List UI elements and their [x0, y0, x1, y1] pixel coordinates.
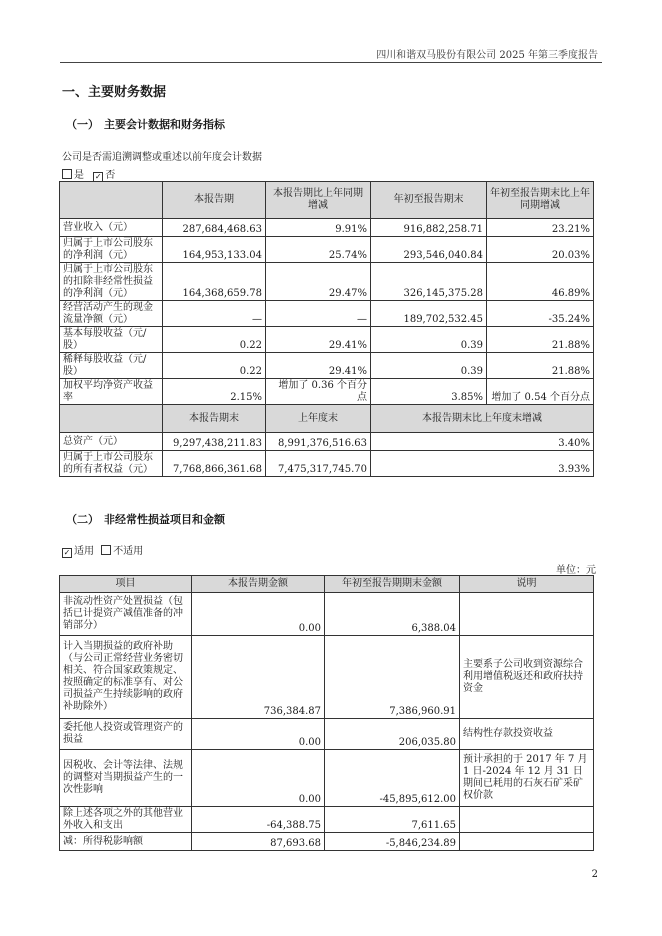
table-cell: —	[266, 301, 371, 327]
column-header: 本报告期末比上年度末增减	[371, 405, 594, 433]
subsection-2-heading	[66, 511, 225, 527]
table-row	[60, 263, 594, 301]
table-cell: 29.41%	[266, 353, 371, 379]
table-row	[60, 379, 594, 405]
table-cell: 8,991,376,516.63	[266, 433, 371, 451]
row-label: 计入当期损益的政府补助（与公司正常经营业务密切相关、符合国家政策规定、按照确定的标准享有、对公司损益产生持续影响的政府补助除外）	[60, 636, 192, 719]
table-cell: 6,388.04	[325, 593, 460, 636]
row-label: 经营活动产生的现金流量净额（元）	[60, 301, 163, 327]
column-header: 本报告期金额	[192, 576, 325, 593]
table-cell: 189,702,532.45	[371, 301, 487, 327]
restatement-question: 公司是否需追溯调整或重述以前年度会计数据	[62, 152, 262, 163]
table-cell: 736,384.87	[192, 636, 325, 719]
restatement-options	[62, 166, 115, 182]
column-header: 年初至报告期期末金额	[325, 576, 460, 593]
table-cell: 7,611.65	[325, 807, 460, 833]
row-label: 基本每股收益（元/股）	[60, 327, 163, 353]
row-label: 稀释每股收益（元/股）	[60, 353, 163, 379]
table-cell: 2.15%	[163, 379, 266, 405]
section-title: 一、主要财务数据	[62, 85, 167, 100]
note-cell	[460, 807, 594, 833]
table-cell: 287,684,468.63	[163, 219, 266, 237]
table-header-row	[60, 182, 594, 219]
column-header	[60, 182, 163, 219]
table-row	[60, 353, 594, 379]
subsection-2-title: 非经常性损益项目和金额	[104, 513, 225, 526]
table-cell: 326,145,375.28	[371, 263, 487, 301]
table-row	[60, 750, 594, 807]
subsection-2-number: （二）	[66, 513, 99, 526]
column-header: 本报告期末	[163, 405, 266, 433]
table-cell: 25.74%	[266, 237, 371, 263]
row-label: 归属于上市公司股东的所有者权益（元）	[60, 451, 163, 477]
table-cell: -5,846,234.89	[325, 833, 460, 851]
table-cell: 916,882,258.71	[371, 219, 487, 237]
page-number: 2	[591, 869, 598, 880]
column-header: 本报告期	[163, 182, 266, 219]
table-cell: 29.47%	[266, 263, 371, 301]
table-cell: 29.41%	[266, 327, 371, 353]
table-row	[60, 237, 594, 263]
column-header: 年初至报告期末比上年同期增减	[487, 182, 594, 219]
table-cell: 0.00	[192, 750, 325, 807]
table-cell: 增加了 0.36 个百分点	[266, 379, 371, 405]
table-cell: 21.88%	[487, 353, 594, 379]
table-cell: 21.88%	[487, 327, 594, 353]
table-cell: 9,297,438,211.83	[163, 433, 266, 451]
row-label: 营业收入（元）	[60, 219, 163, 237]
table-cell: 7,768,866,361.68	[163, 451, 266, 477]
table-cell: 0.22	[163, 327, 266, 353]
column-header: 项目	[60, 576, 192, 593]
table-cell: 0.22	[163, 353, 266, 379]
row-label: 除上述各项之外的其他营业外收入和支出	[60, 807, 192, 833]
unchecked-box-icon[interactable]	[62, 169, 72, 179]
unit-label: 单位：元	[556, 565, 596, 576]
table-cell: 0.00	[192, 593, 325, 636]
option-no-label: 否	[105, 170, 116, 181]
table-cell: 20.03%	[487, 237, 594, 263]
subsection-1-number: （一）	[66, 118, 99, 131]
applicability-options	[62, 542, 143, 558]
table-cell: -35.24%	[487, 301, 594, 327]
row-label: 减：所得税影响额	[60, 833, 192, 851]
table-row	[60, 636, 594, 719]
table-header-row	[60, 576, 594, 593]
table-cell: -64,388.75	[192, 807, 325, 833]
column-header: 上年度末	[266, 405, 371, 433]
row-label: 归属于上市公司股东的净利润（元）	[60, 237, 163, 263]
table-row	[60, 301, 594, 327]
header-rule	[60, 62, 602, 63]
table-cell: 3.85%	[371, 379, 487, 405]
row-label: 总资产（元）	[60, 433, 163, 451]
table-cell: 0.39	[371, 327, 487, 353]
table-cell: 9.91%	[266, 219, 371, 237]
applicable-label: 适用	[74, 546, 94, 557]
option-yes-label: 是	[74, 170, 84, 181]
table-cell: 增加了 0.54 个百分点	[487, 379, 594, 405]
checked-box-icon[interactable]: ✓	[63, 548, 71, 557]
non-recurring-items-table	[59, 575, 594, 851]
note-cell	[460, 833, 594, 851]
table-cell: 87,693.68	[192, 833, 325, 851]
table-cell: 164,953,133.04	[163, 237, 266, 263]
column-header	[60, 405, 163, 433]
table-cell: 206,035.80	[325, 719, 460, 750]
table-cell: 164,368,659.78	[163, 263, 266, 301]
not-applicable-label: 不适用	[113, 546, 144, 557]
key-financial-table	[59, 181, 594, 477]
table-row	[60, 433, 594, 451]
column-header: 年初至报告期末	[371, 182, 487, 219]
column-header: 说明	[460, 576, 594, 593]
row-label: 加权平均净资产收益率	[60, 379, 163, 405]
table-cell: 3.93%	[371, 451, 594, 477]
note-cell: 结构性存款投资收益	[460, 719, 594, 750]
table-cell: 23.21%	[487, 219, 594, 237]
row-label: 委托他人投资或管理资产的损益	[60, 719, 192, 750]
table-cell: 293,546,040.84	[371, 237, 487, 263]
table-row	[60, 807, 594, 833]
note-cell: 预计承担的于 2017 年 7 月 1 日-2024 年 12 月 31 日期间已耗用的石灰石矿采矿权价款	[460, 750, 594, 807]
table-row	[60, 219, 594, 237]
table-cell: 7,386,960.91	[325, 636, 460, 719]
table-row	[60, 327, 594, 353]
table-cell: —	[163, 301, 266, 327]
page-header-title: 四川和谐双马股份有限公司 2025 年第三季度报告	[376, 50, 598, 61]
table-row	[60, 833, 594, 851]
row-label: 因税收、会计等法律、法规的调整对当期损益产生的一次性影响	[60, 750, 192, 807]
table-cell: 0.00	[192, 719, 325, 750]
subsection-1-title: 主要会计数据和财务指标	[104, 118, 225, 131]
unchecked-box-icon[interactable]	[101, 545, 111, 555]
table-cell: 7,475,317,745.70	[266, 451, 371, 477]
subsection-1-heading	[66, 116, 225, 132]
note-cell: 主要系子公司收到资源综合利用增值税返还和政府扶持资金	[460, 636, 594, 719]
table-cell: -45,895,612.00	[325, 750, 460, 807]
table-cell: 46.89%	[487, 263, 594, 301]
table-row	[60, 719, 594, 750]
checked-box-icon[interactable]: ✓	[94, 172, 102, 181]
row-label: 归属于上市公司股东的扣除非经常性损益的净利润（元）	[60, 263, 163, 301]
note-cell	[460, 593, 594, 636]
row-label: 非流动性资产处置损益（包括已计提资产减值准备的冲销部分）	[60, 593, 192, 636]
column-header: 本报告期比上年同期增减	[266, 182, 371, 219]
table-row	[60, 593, 594, 636]
table-row	[60, 451, 594, 477]
table-header-row	[60, 405, 594, 433]
table-cell: 0.39	[371, 353, 487, 379]
table-cell: 3.40%	[371, 433, 594, 451]
